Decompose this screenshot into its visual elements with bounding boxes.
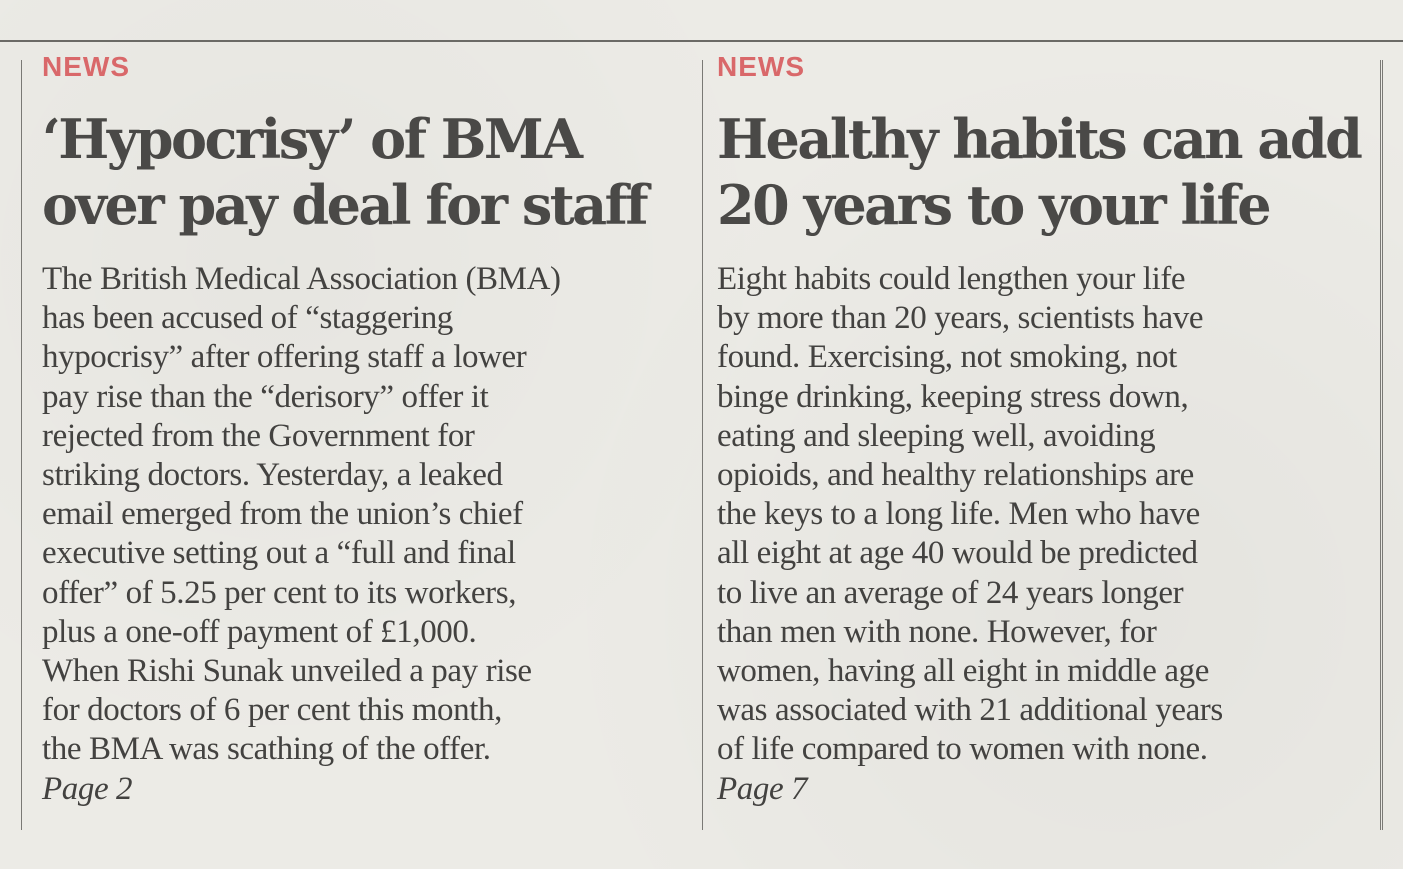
body-line: the BMA was scathing of the offer. [42, 731, 491, 768]
body-line: by more than 20 years, scientists have [717, 300, 1204, 337]
headline-line: over pay deal for staff [42, 173, 647, 237]
body-line: The British Medical Association (BMA) [42, 261, 561, 297]
story-body [42, 260, 682, 809]
body-line: plus a one-off payment of £1,000. [42, 613, 477, 650]
middle-column-rule [702, 60, 703, 830]
page-reference: Page 2 [42, 770, 133, 807]
body-line: rejected from the Government for [42, 417, 475, 454]
body-line: of life compared to women with none. [717, 731, 1208, 768]
story-headline [42, 106, 682, 238]
body-line: was associated with 21 additional years [717, 692, 1223, 729]
body-line: to live an average of 24 years longer [717, 574, 1184, 611]
cut-off-text-strip [0, 0, 1403, 14]
body-line: found. Exercising, not smoking, not [717, 339, 1177, 376]
top-divider-rule [0, 40, 1403, 42]
body-line: When Rishi Sunak unveiled a pay rise [42, 653, 532, 690]
body-line: binge drinking, keeping stress down, [717, 378, 1189, 415]
story-body [717, 260, 1367, 809]
headline-line: ‘Hypocrisy’ of BMA [42, 107, 581, 171]
body-line: offer” of 5.25 per cent to its workers, [42, 574, 517, 611]
section-kicker: NEWS [42, 51, 130, 82]
left-column-rule [21, 60, 22, 830]
headline-line: Healthy habits can add [717, 107, 1361, 171]
body-line: has been accused of “staggering [42, 300, 453, 337]
section-kicker: NEWS [717, 51, 805, 82]
body-line: email emerged from the union’s chief [42, 496, 523, 533]
story-headline [717, 106, 1367, 238]
body-line: opioids, and healthy relationships are [717, 457, 1194, 494]
body-line: than men with none. However, for [717, 613, 1157, 650]
body-line: eating and sleeping well, avoiding [717, 417, 1156, 454]
body-line: pay rise than the “derisory” offer it [42, 378, 489, 415]
body-line: for doctors of 6 per cent this month, [42, 692, 502, 729]
body-line: hypocrisy” after offering staff a lower [42, 339, 527, 376]
right-column-rule [1380, 60, 1383, 830]
body-line: the keys to a long life. Men who have [717, 496, 1200, 533]
body-line: executive setting out a “full and final [42, 535, 516, 572]
body-line: Eight habits could lengthen your life [717, 261, 1186, 297]
story-healthy-habits [717, 48, 1367, 809]
body-line: women, having all eight in middle age [717, 653, 1209, 690]
body-line: striking doctors. Yesterday, a leaked [42, 457, 503, 494]
headline-line: 20 years to your life [717, 173, 1270, 237]
story-bma-hypocrisy [42, 48, 682, 809]
page-reference: Page 7 [717, 770, 808, 807]
body-line: all eight at age 40 would be predicted [717, 535, 1198, 572]
